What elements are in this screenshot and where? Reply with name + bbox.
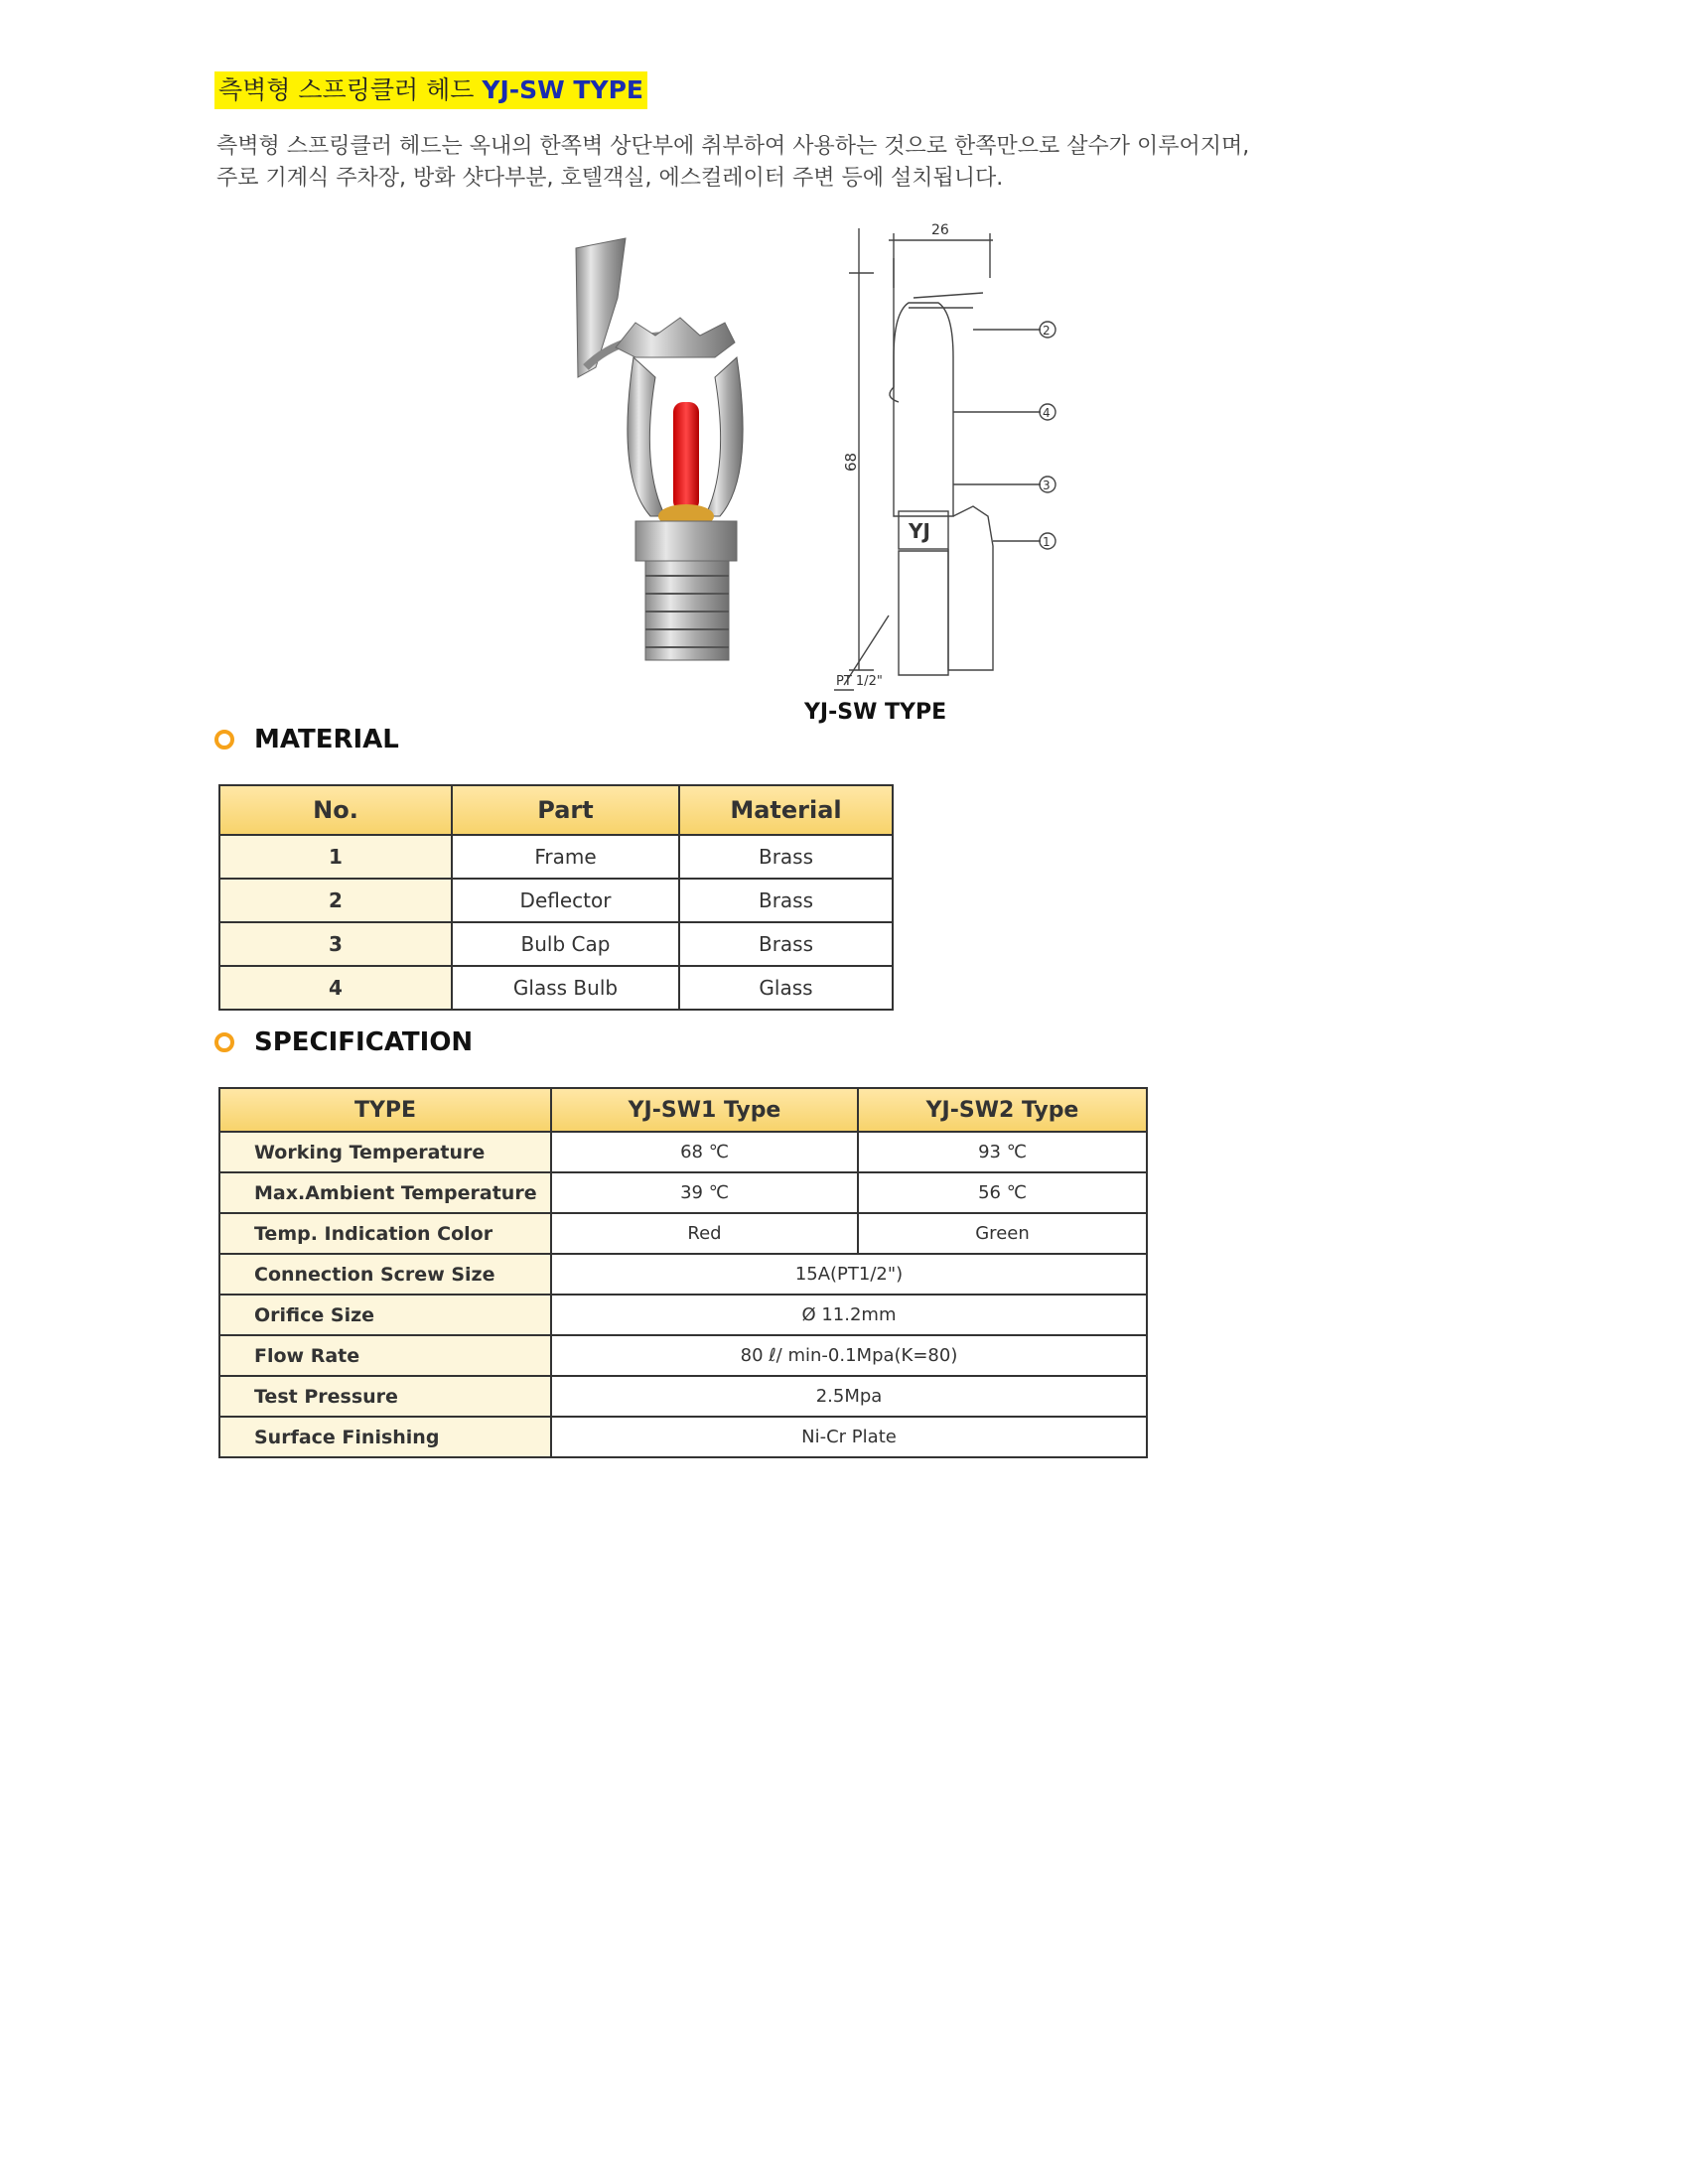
- title-model: YJ-SW TYPE: [482, 75, 643, 104]
- spec-sw1-value: Red: [551, 1213, 858, 1254]
- table-row: [219, 1335, 1147, 1376]
- table-row: [219, 835, 893, 879]
- specification-heading: [214, 1027, 473, 1057]
- table-row: [219, 1417, 1147, 1457]
- spec-sw2-value: Green: [858, 1213, 1147, 1254]
- table-row: [219, 966, 893, 1010]
- col-no: No.: [219, 785, 452, 835]
- bullet-ring-icon: [214, 730, 234, 750]
- cell-part: Deflector: [452, 879, 679, 922]
- table-row: [219, 1132, 1147, 1172]
- cell-part: Bulb Cap: [452, 922, 679, 966]
- specification-table: [218, 1087, 1148, 1458]
- cell-material: Brass: [679, 922, 893, 966]
- dimension-drawing: [834, 228, 1055, 690]
- callout-4: 4: [1043, 406, 1051, 420]
- callout-2: 2: [1043, 324, 1051, 338]
- figure-caption: YJ-SW TYPE: [804, 700, 947, 725]
- col-sw1: YJ-SW1 Type: [551, 1088, 858, 1132]
- table-row: [219, 922, 893, 966]
- callout-3: 3: [1043, 478, 1051, 492]
- specification-heading-text: SPECIFICATION: [254, 1027, 474, 1057]
- spec-sw2-value: 93 ℃: [858, 1132, 1147, 1172]
- table-row: [219, 879, 893, 922]
- spec-header-row: [219, 1088, 1147, 1132]
- col-part: Part: [452, 785, 679, 835]
- spec-shared-value: 80 ℓ/ min-0.1Mpa(K=80): [551, 1335, 1147, 1376]
- spec-label: Test Pressure: [219, 1376, 551, 1417]
- cell-material: Brass: [679, 879, 893, 922]
- spec-label: Working Temperature: [219, 1132, 551, 1172]
- spec-shared-value: 15A(PT1/2"): [551, 1254, 1147, 1295]
- spec-label: Flow Rate: [219, 1335, 551, 1376]
- product-figure: [556, 218, 1192, 735]
- table-row: [219, 1172, 1147, 1213]
- dim-width-label: 26: [931, 222, 949, 238]
- col-sw2: YJ-SW2 Type: [858, 1088, 1147, 1132]
- col-material: Material: [679, 785, 893, 835]
- spec-shared-value: Ni-Cr Plate: [551, 1417, 1147, 1457]
- thread-label: PT 1/2": [836, 674, 883, 689]
- title-korean: 측벽형 스프링클러 헤드: [218, 75, 483, 104]
- cell-no: 4: [219, 966, 452, 1010]
- description: [216, 131, 1249, 195]
- spec-label: Orifice Size: [219, 1295, 551, 1335]
- material-heading: [214, 725, 399, 754]
- cell-material: Glass: [679, 966, 893, 1010]
- callout-1: 1: [1043, 535, 1051, 549]
- description-line-1: 측벽형 스프링클러 헤드는 옥내의 한쪽벽 상단부에 취부하여 사용하는 것으로 한쪽만으로 살수가 이루어지며,: [216, 134, 1250, 159]
- spec-label: Surface Finishing: [219, 1417, 551, 1457]
- material-header-row: [219, 785, 893, 835]
- sprinkler-photo: [576, 238, 743, 660]
- description-line-2: 주로 기계식 주차장, 방화 샷다부분, 호텔객실, 에스컬레이터 주변 등에 설치됩니다.: [216, 166, 1004, 191]
- bullet-ring-icon: [214, 1032, 234, 1052]
- material-heading-text: MATERIAL: [254, 725, 399, 754]
- spec-shared-value: 2.5Mpa: [551, 1376, 1147, 1417]
- cell-part: Frame: [452, 835, 679, 879]
- spec-sw1-value: 68 ℃: [551, 1132, 858, 1172]
- col-type: TYPE: [219, 1088, 551, 1132]
- table-row: [219, 1376, 1147, 1417]
- cell-part: Glass Bulb: [452, 966, 679, 1010]
- cell-no: 3: [219, 922, 452, 966]
- spec-label: Connection Screw Size: [219, 1254, 551, 1295]
- body-mark: YJ: [909, 519, 930, 543]
- page-title: [214, 71, 647, 109]
- material-table: [218, 784, 894, 1011]
- dim-height-label: 68: [842, 452, 860, 472]
- spec-label: Temp. Indication Color: [219, 1213, 551, 1254]
- spec-sw1-value: 39 ℃: [551, 1172, 858, 1213]
- table-row: [219, 1213, 1147, 1254]
- table-row: [219, 1254, 1147, 1295]
- table-row: [219, 1295, 1147, 1335]
- cell-no: 2: [219, 879, 452, 922]
- spec-shared-value: Ø 11.2mm: [551, 1295, 1147, 1335]
- spec-sw2-value: 56 ℃: [858, 1172, 1147, 1213]
- cell-no: 1: [219, 835, 452, 879]
- cell-material: Brass: [679, 835, 893, 879]
- spec-label: Max.Ambient Temperature: [219, 1172, 551, 1213]
